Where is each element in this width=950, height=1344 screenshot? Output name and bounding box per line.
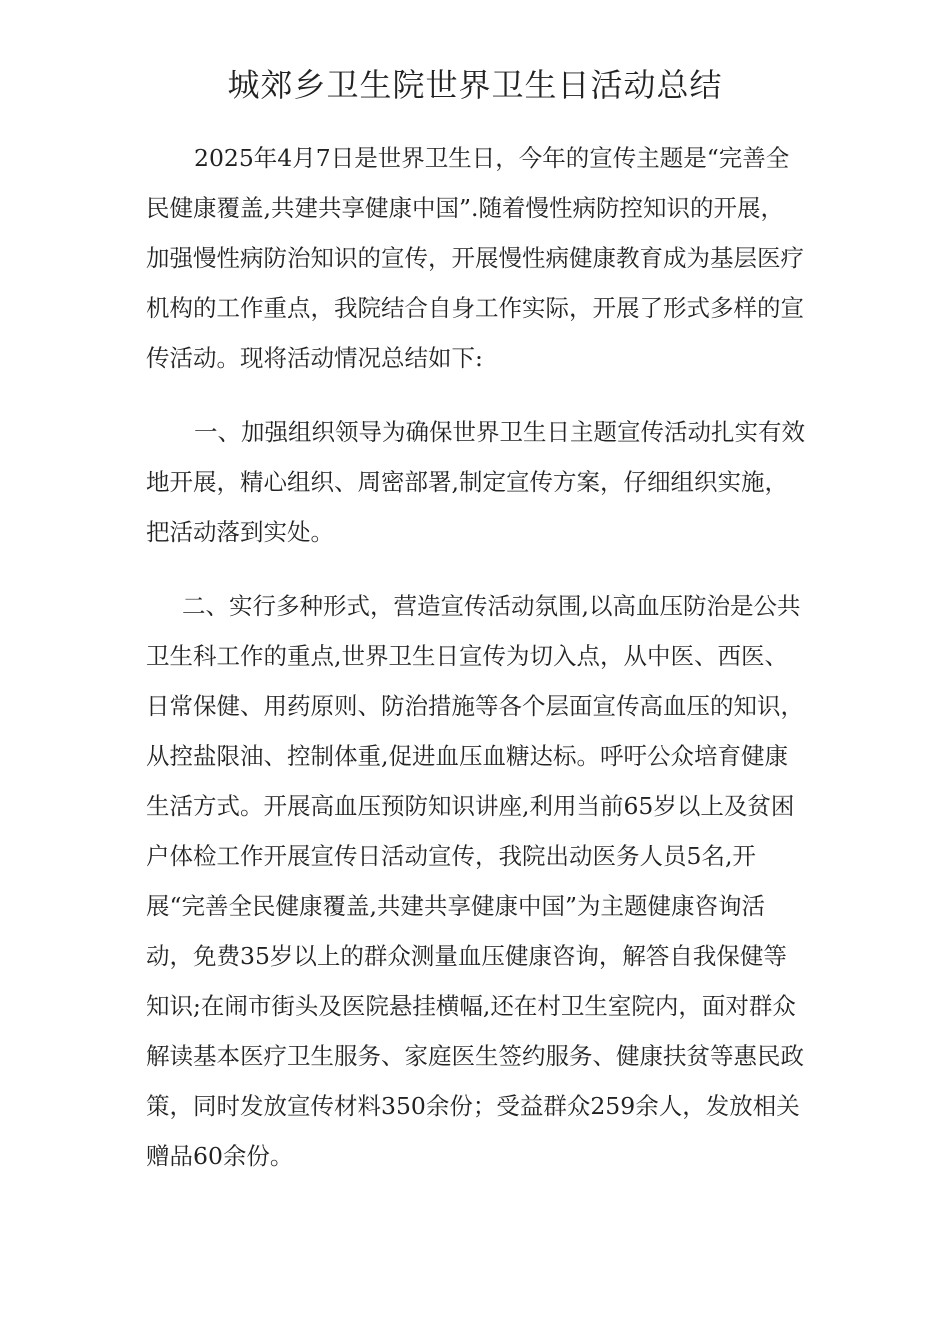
document-title: 城郊乡卫生院世界卫生日活动总结 [227, 66, 723, 104]
document-body [146, 133, 806, 1181]
paragraph-section-2: 二、实行多种形式，营造宣传活动氛围,以高血压防治是公共卫生科工作的重点,世界卫生日宣传为切入点，从中医、西医、日常保健、用药原则、防治措施等各个层面宣传高血压的知识，从控盐限油、控制体重,促进血压血糖达标。呼吁公众培育健康生活方式。开展高血压预防知识讲座,利用当前65岁以上及贫困户体检工作开展宣传日活动宣传，我院出动医务人员5名,开展“完善全民健康覆盖,共建共享健康中国”为主题健康咨询活动，免费35岁以上的群众测量血压健康咨询，解答自我保健等知识;在闹市街头及医院悬挂横幅,还在村卫生室院内，面对群众解读基本医疗卫生服务、家庭医生签约服务、健康扶贫等惠民政策，同时发放宣传材料350余份；受益群众259余人，发放相关赠品60余份。 [146, 592, 804, 1170]
paragraph-section-1: 一、加强组织领导为确保世界卫生日主题宣传活动扎实有效地开展，精心组织、周密部署,制定宣传方案，仔细组织实施，把活动落到实处。 [146, 418, 805, 546]
paragraph-intro: 2025年4月7日是世界卫生日，今年的宣传主题是“完善全民健康覆盖,共建共享健康中国”.随着慢性病防控知识的开展，加强慢性病防治知识的宣传，开展慢性病健康教育成为基层医疗机构的工作重点，我院结合自身工作实际，开展了形式多样的宣传活动。现将活动情况总结如下: [146, 144, 804, 372]
